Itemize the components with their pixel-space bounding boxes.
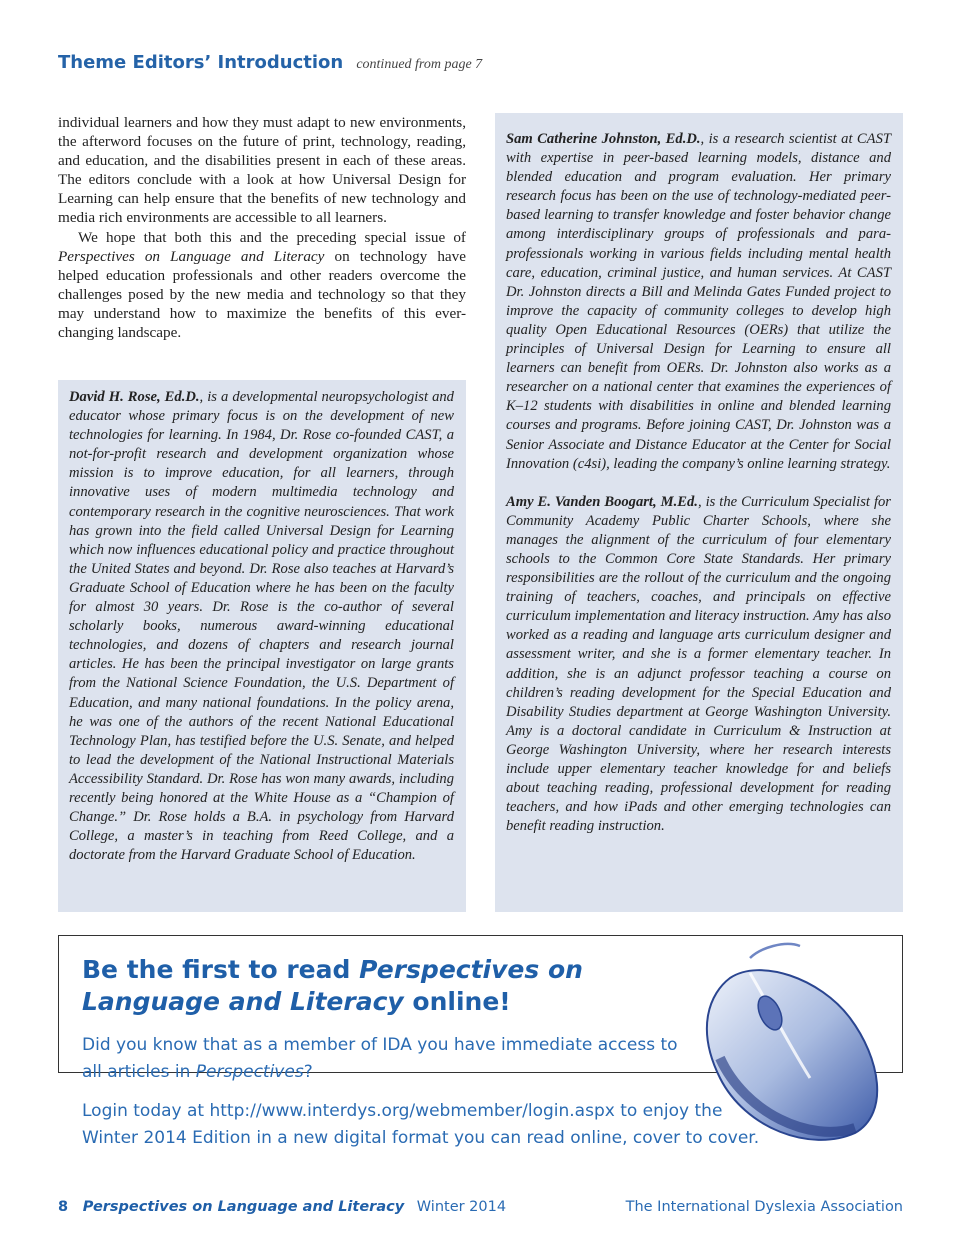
promo-question-start: Did you know that as a member of IDA you have immediate access to all articles in xyxy=(82,1035,678,1082)
promo-headline-start: Be the first to read xyxy=(82,955,360,984)
continued-note: continued from page 7 xyxy=(356,57,483,72)
promo-headline-end: online! xyxy=(403,987,511,1016)
intro-p2-journal: Perspectives on Language and Literacy xyxy=(58,247,325,265)
bio-rose-body: , is a developmental neuropsychologist and educator whose primary focus is on the development of new technologies for learning. In 1984, Dr. Rose co-founded CAST, a not-for-profit research and development organization whose mission is to improve education, for all learners, through innovative uses of modern multimedia technology and contemporary research in the cognitive neurosciences. That work has grown into the field called Universal Design for Learning which now influences educational policy and practice throughout the United States and beyond. Dr. Rose also teaches at Harvard’s Graduate School of Education where he has been on the faculty for almost 30 years. Dr. Rose is the co-author of several scholarly books, numerous award-winning educational technologies, and dozens of chapters and research journal articles. He has been the principal investigator on large grants from the National Science Foundation, the U.S. Department of Education, and many national foundations. In the policy arena, he was one of the authors of the recent National Educational Technology Plan, has testified before the U.S. Senate, and helped to lead the development of the National Instructional Materials Accessibility Standard. Dr. Rose has won many awards, including recently being honored at the White House as a “Champion of Change.” Dr. Rose holds a B.A. in psychology from Harvard College, a master’s in teaching from Reed College, and a doctorate from the Harvard Graduate School of Education. xyxy=(69,389,454,864)
intro-p2-end: on technology have helped education professionals and other readers overcome the challenges posed by the new media and technology so that they may understand how to maximize the benefits of this ever-changing landscape. xyxy=(58,247,467,342)
footer-magazine: Perspectives on Language and Literacy xyxy=(82,1199,405,1215)
footer-organization: The International Dyslexia Association xyxy=(625,1199,903,1215)
promo-box xyxy=(58,935,903,1148)
running-header xyxy=(58,52,482,73)
intro-p2-start: We hope that both this and the preceding special issue of xyxy=(78,228,466,246)
bio-johnston-body: , is a research scientist at CAST with expertise in peer-based learning models, distance and blended education and program evaluation. Her primary research focus has been on the use of technology-mediated peer-based learning to transfer knowledge and foster behavior change among interdisciplinary groups of professionals and para-professionals working in various fields including mental health care, education, criminal justice, and human services. At CAST Dr. Johnston directs a Bill and Melinda Gates Funded project to improve the capacity of community colleges to develop high quality Open Educational Resources (OERs) that utilize the principles of Universal Design for Learning to ensure all learners can benefit from OERs. Dr. Johnston also works as a researcher on a national center that examines the experiences of K–12 students with disabilities in online and blended learning courses and programs. Before joining CAST, Dr. Johnston was a Senior Associate and Distance Educator at the Center for Social Innovation (c4si), leading the company’s online learning strategy. xyxy=(506,131,891,472)
page-number: 8 xyxy=(58,1199,69,1215)
bio-boogart-name: Amy E. Vanden Boogart, M.Ed. xyxy=(506,493,698,510)
promo-question xyxy=(82,1032,702,1086)
page-footer xyxy=(58,1199,903,1215)
section-title: Theme Editors’ Introduction xyxy=(58,52,344,73)
computer-mouse-icon xyxy=(690,938,890,1148)
promo-login-text[interactable]: Login today at http://www.interdys.org/webmember/login.aspx to enjoy the Winter 2014 Edition in a new digital format you can read online, cover to cover. xyxy=(82,1101,760,1148)
bio-spacer xyxy=(506,474,891,493)
bio-johnston-name: Sam Catherine Johnston, Ed.D. xyxy=(506,131,701,147)
bio-boogart-text xyxy=(506,493,891,837)
bio-boogart-body: , is the Curriculum Specialist for Community Academy Public Charter Schools, where she manages the alignment of the curriculum of four elementary schools to the Common Core State Standards. Her primary responsibilities are the rollout of the curriculum and the ongoing training of teachers, coaches, and principals on effective curriculum implementation and literacy instruction. Amy has also worked as a reading and language arts curriculum designer and assessment writer, and she is a former elementary teacher. In addition, she is an adjunct professor teaching a course on children’s reading development for the Special Education and Disability Studies department at George Washington University. Amy is a doctoral candidate in Curriculum & Instruction at George Washington University, where her research interests include upper elementary teacher knowledge for and beliefs about teaching reading, professional development for reading teachers, and how iPads and other emerging technologies can benefit reading instruction. xyxy=(506,493,891,835)
bio-rose-text xyxy=(69,388,454,865)
bio-box-right xyxy=(495,113,903,912)
promo-headline xyxy=(82,954,702,1018)
intro-paragraph-2 xyxy=(58,228,466,343)
intro-text xyxy=(58,113,466,342)
intro-paragraph-1: individual learners and how they must adapt to new environments, the afterword focuses on the future of print, technology, reading, and education, and the disabilities present in each of these areas. The editors conclude with a look at how Universal Design for Learning can help ensure that the benefits of new technology and media rich environments are accessible to all learners. xyxy=(58,114,466,227)
bio-box-rose xyxy=(58,380,466,912)
promo-headline-journal: Perspectives on Language and Literacy xyxy=(82,955,583,1016)
footer-issue: Winter 2014 xyxy=(416,1199,507,1215)
promo-question-end: ? xyxy=(303,1062,313,1082)
bio-johnston-text xyxy=(506,130,891,474)
bio-rose-name: David H. Rose, Ed.D. xyxy=(69,389,200,405)
promo-question-journal: Perspectives xyxy=(195,1062,304,1082)
